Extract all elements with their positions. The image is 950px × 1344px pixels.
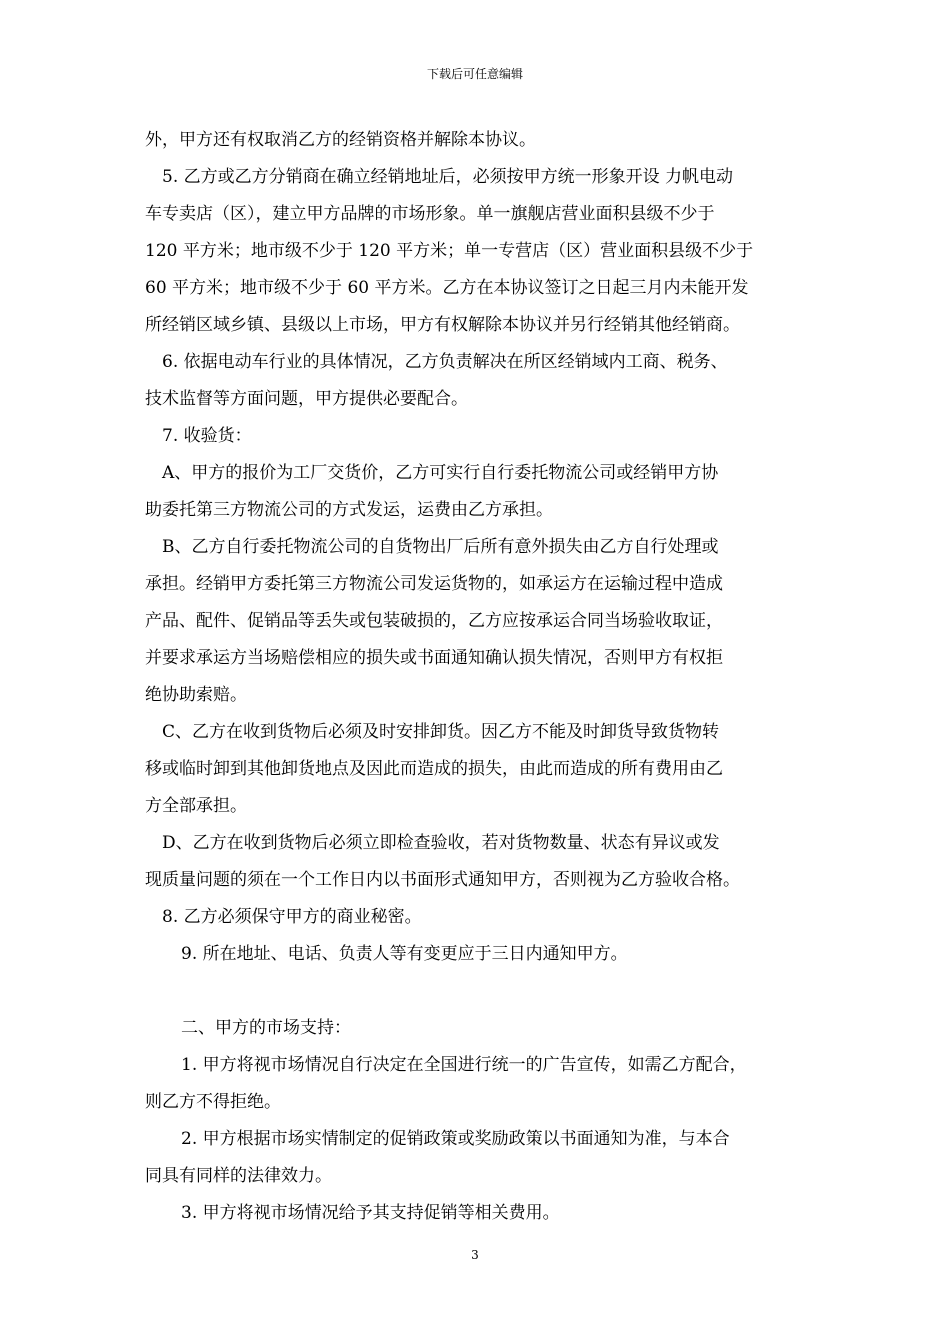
text-line: 1. 甲方将视市场情况自行决定在全国进行统一的广告宣传，如需乙方配合， (181, 1055, 747, 1075)
text-line: 助委托第三方物流公司的方式发运，运费由乙方承担。 (145, 500, 553, 520)
text-line: 8. 乙方必须保守甲方的商业秘密。 (162, 907, 422, 927)
text-line: 6. 依据电动车行业的具体情况，乙方负责解决在所区经销域内工商、税务、 (162, 352, 728, 372)
text-line: 则乙方不得拒绝。 (145, 1092, 281, 1112)
text-line: 2. 甲方根据市场实情制定的促销政策或奖励政策以书面通知为准，与本合 (181, 1129, 730, 1149)
text-line: 承担。经销甲方委托第三方物流公司发运货物的，如承运方在运输过程中造成 (145, 574, 723, 594)
text-line: 绝协助索赔。 (145, 685, 247, 705)
section-heading: 二、甲方的市场支持： (181, 1018, 351, 1038)
text-line: 5. 乙方或乙方分销商在确立经销地址后，必须按甲方统一形象开设 力帆电动 (162, 167, 734, 187)
page-header-note: 下载后可任意编辑 (426, 67, 523, 81)
text-line: D、乙方在收到货物后必须立即检查验收，若对货物数量、状态有异议或发 (162, 833, 720, 853)
text-line: 移或临时卸到其他卸货地点及因此而造成的损失，由此而造成的所有费用由乙 (145, 759, 723, 779)
document-body (145, 122, 805, 1232)
text-line: 外，甲方还有权取消乙方的经销资格并解除本协议。 (145, 130, 536, 150)
text-line: 9. 所在地址、电话、负责人等有变更应于三日内通知甲方。 (181, 944, 628, 964)
text-line: 所经销区域乡镇、县级以上市场，甲方有权解除本协议并另行经销其他经销商。 (145, 315, 740, 335)
text-line: 60 平方米；地市级不少于 60 平方米。乙方在本协议签订之日起三月内未能开发 (145, 278, 749, 298)
text-line: 现质量问题的须在一个工作日内以书面形式通知甲方，否则视为乙方验收合格。 (145, 870, 740, 890)
text-line: 120 平方米；地市级不少于 120 平方米；单一专营店（区）营业面积县级不少于 (145, 241, 754, 261)
text-line: 同具有同样的法律效力。 (145, 1166, 332, 1186)
text-line: A、甲方的报价为工厂交货价，乙方可实行自行委托物流公司或经销甲方协 (162, 463, 719, 483)
text-line: 技术监督等方面问题，甲方提供必要配合。 (145, 389, 468, 409)
text-line: 产品、配件、促销品等丢失或包装破损的，乙方应按承运合同当场验收取证， (145, 611, 723, 631)
text-line: C、乙方在收到货物后必须及时安排卸货。因乙方不能及时卸货导致货物转 (162, 722, 720, 742)
text-line: B、乙方自行委托物流公司的自货物出厂后所有意外损失由乙方自行处理或 (162, 537, 719, 557)
blank-line (145, 973, 805, 1010)
text-line: 方全部承担。 (145, 796, 247, 816)
text-line: 7. 收验货： (162, 426, 252, 446)
text-line: 车专卖店（区），建立甲方品牌的市场形象。单一旗舰店营业面积县级不少于 (145, 204, 715, 224)
text-line: 并要求承运方当场赔偿相应的损失或书面通知确认损失情况，否则甲方有权拒 (145, 648, 723, 668)
page-number: 3 (471, 1248, 479, 1262)
text-line: 3. 甲方将视市场情况给予其支持促销等相关费用。 (181, 1203, 560, 1223)
